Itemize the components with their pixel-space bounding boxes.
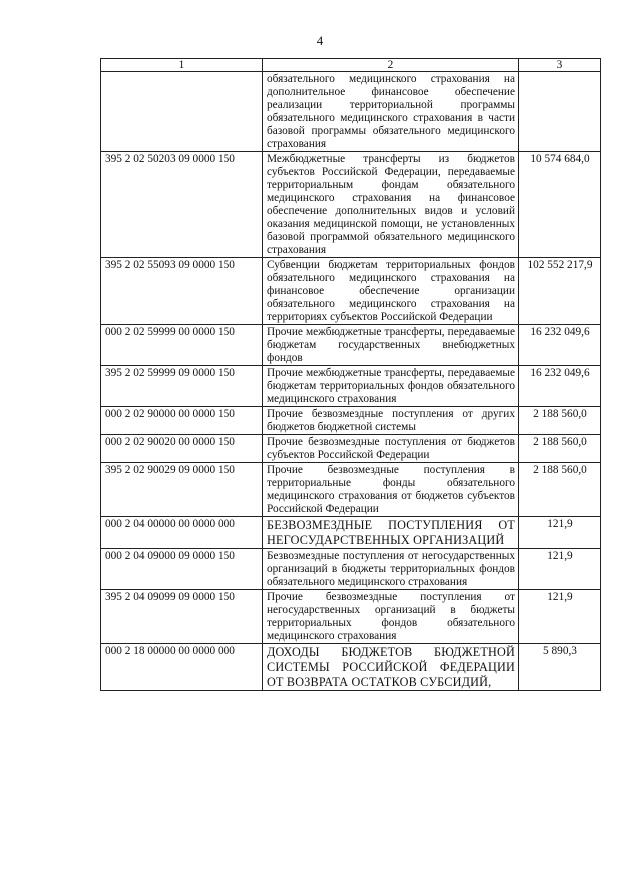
table-header-row xyxy=(101,59,601,72)
row-code: 000 2 02 59999 00 0000 150 xyxy=(101,325,263,366)
table-row xyxy=(101,590,601,644)
row-name: Прочие межбюджетные трансферты, передаваемые бюджетам территориальных фондов обязательного медицинского страхования xyxy=(263,366,519,407)
row-value: 2 188 560,0 xyxy=(519,407,601,435)
revenue-table xyxy=(100,58,601,691)
row-value: 102 552 217,9 xyxy=(519,258,601,325)
table-row xyxy=(101,517,601,549)
table-row xyxy=(101,325,601,366)
row-value xyxy=(519,72,601,152)
row-name: Прочие межбюджетные трансферты, передаваемые бюджетам государственных внебюджетных фондов xyxy=(263,325,519,366)
row-name: БЕЗВОЗМЕЗДНЫЕ ПОСТУПЛЕНИЯ ОТ НЕГОСУДАРСТВЕННЫХ ОРГАНИЗАЦИЙ xyxy=(263,517,519,549)
row-name: Прочие безвозмездные поступления от негосударственных организаций в бюджеты территориальных фондов обязательного медицинского страхования xyxy=(263,590,519,644)
row-name: Прочие безвозмездные поступления от других бюджетов бюджетной системы xyxy=(263,407,519,435)
row-code: 000 2 04 00000 00 0000 000 xyxy=(101,517,263,549)
row-value: 16 232 049,6 xyxy=(519,366,601,407)
column-header-code: 1 xyxy=(101,59,263,72)
row-code: 000 2 18 00000 00 0000 000 xyxy=(101,644,263,691)
row-name: Межбюджетные трансферты из бюджетов субъектов Российской Федерации, передаваемые территориальным фондам обязательного медицинского страхования на финансовое обеспечение дополнительных видов и условий оказания медицинской помощи, не установленных базовой программой обязательного медицинского страхования xyxy=(263,152,519,258)
table-row xyxy=(101,258,601,325)
row-name: Прочие безвозмездные поступления от бюджетов субъектов Российской Федерации xyxy=(263,435,519,463)
page-number: 4 xyxy=(316,33,324,48)
row-code: 000 2 02 90020 00 0000 150 xyxy=(101,435,263,463)
row-value: 10 574 684,0 xyxy=(519,152,601,258)
row-value: 16 232 049,6 xyxy=(519,325,601,366)
row-name: ДОХОДЫ БЮДЖЕТОВ БЮДЖЕТНОЙ СИСТЕМЫ РОССИЙСКОЙ ФЕДЕРАЦИИ ОТ ВОЗВРАТА ОСТАТКОВ СУБСИДИЙ, xyxy=(263,644,519,691)
row-code: 395 2 02 55093 09 0000 150 xyxy=(101,258,263,325)
row-name: Субвенции бюджетам территориальных фондов обязательного медицинского страхования на финансовое обеспечение организации обязательного медицинского страхования на территориях субъектов Российской Федерации xyxy=(263,258,519,325)
column-header-value: 3 xyxy=(519,59,601,72)
column-header-name: 2 xyxy=(263,59,519,72)
row-value: 121,9 xyxy=(519,549,601,590)
table-row xyxy=(101,644,601,691)
row-value: 5 890,3 xyxy=(519,644,601,691)
row-code: 395 2 04 09099 09 0000 150 xyxy=(101,590,263,644)
row-value: 121,9 xyxy=(519,590,601,644)
table-row xyxy=(101,435,601,463)
row-code: 395 2 02 90029 09 0000 150 xyxy=(101,463,263,517)
table-row xyxy=(101,152,601,258)
table-row xyxy=(101,407,601,435)
table-row xyxy=(101,463,601,517)
row-value: 2 188 560,0 xyxy=(519,435,601,463)
row-code xyxy=(101,72,263,152)
row-name: обязательного медицинского страхования на дополнительное финансовое обеспечение реализации территориальной программы обязательного медицинского страхования в части базовой программы обязательного медицинского страхования xyxy=(263,72,519,152)
row-name: Безвозмездные поступления от негосударственных организаций в бюджеты территориальных фондов обязательного медицинского страхования xyxy=(263,549,519,590)
table-row xyxy=(101,72,601,152)
table-row xyxy=(101,549,601,590)
row-value: 2 188 560,0 xyxy=(519,463,601,517)
table-row xyxy=(101,366,601,407)
row-code: 395 2 02 50203 09 0000 150 xyxy=(101,152,263,258)
row-code: 000 2 04 09000 09 0000 150 xyxy=(101,549,263,590)
row-code: 395 2 02 59999 09 0000 150 xyxy=(101,366,263,407)
row-name: Прочие безвозмездные поступления в территориальные фонды обязательного медицинского страхования от бюджетов субъектов Российской Федерации xyxy=(263,463,519,517)
row-code: 000 2 02 90000 00 0000 150 xyxy=(101,407,263,435)
row-value: 121,9 xyxy=(519,517,601,549)
